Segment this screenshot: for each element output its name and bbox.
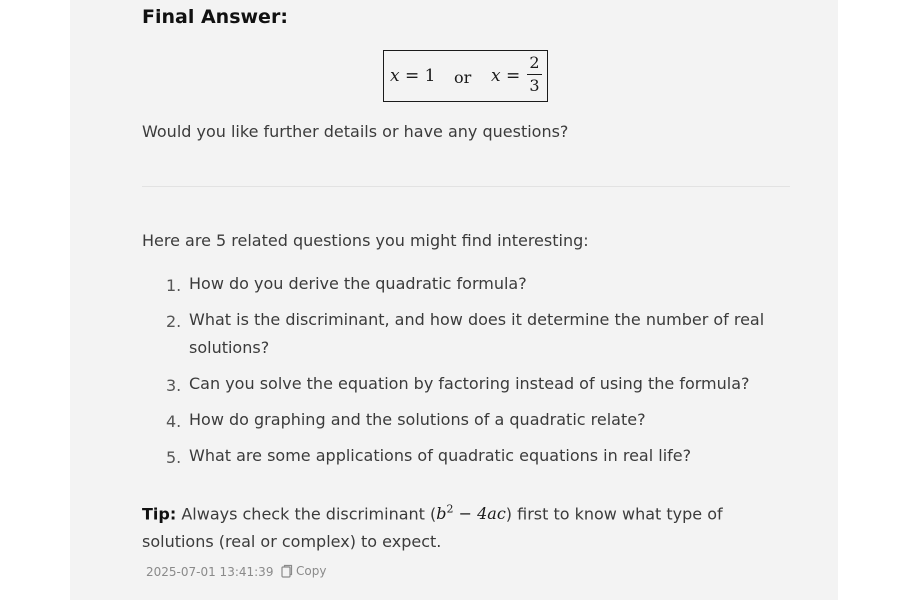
message-timestamp: 2025-07-01 13:41:39 bbox=[146, 565, 274, 579]
list-item-text: What is the discriminant, and how does it determine the number of real solutions? bbox=[189, 310, 765, 357]
answer-left: x = 1 bbox=[390, 66, 436, 86]
answer-right: x = bbox=[491, 66, 521, 86]
tip-math: $b^2 - 4ac$ bbox=[436, 503, 506, 524]
fraction-denominator: 3 bbox=[529, 76, 540, 95]
list-item bbox=[142, 448, 790, 476]
tip-text-after: ) first to know what type of solutions (real or complex) to expect. bbox=[142, 504, 723, 552]
list-item-number: 2. bbox=[166, 312, 182, 331]
message-panel bbox=[70, 0, 838, 600]
list-item-number: 5. bbox=[166, 448, 182, 467]
list-item bbox=[142, 310, 790, 357]
related-intro: Here are 5 related questions you might find interesting: bbox=[142, 231, 589, 250]
list-item-number: 4. bbox=[166, 412, 182, 431]
boxed-answer bbox=[383, 50, 548, 102]
list-item bbox=[142, 412, 790, 440]
copy-button[interactable] bbox=[281, 564, 326, 578]
followup-text: Would you like further details or have any questions? bbox=[142, 122, 569, 141]
answer-fraction bbox=[527, 54, 542, 95]
divider bbox=[142, 186, 790, 187]
tip-paragraph bbox=[142, 496, 790, 556]
fraction-numerator: 2 bbox=[529, 53, 540, 72]
answer-connector: or bbox=[454, 68, 472, 87]
fraction-bar bbox=[527, 74, 542, 75]
final-answer-heading: Final Answer: bbox=[142, 6, 288, 28]
list-item-number: 1. bbox=[166, 276, 182, 295]
copy-icon bbox=[281, 564, 293, 578]
tip-text-before: Always check the discriminant ( bbox=[176, 504, 437, 524]
list-item bbox=[142, 376, 790, 404]
list-item bbox=[142, 276, 790, 304]
tip-label: Tip: bbox=[142, 504, 177, 524]
list-item-text: How do graphing and the solutions of a quadratic relate? bbox=[189, 410, 646, 429]
list-item-number: 3. bbox=[166, 376, 182, 395]
list-item-text: Can you solve the equation by factoring instead of using the formula? bbox=[189, 374, 750, 393]
list-item-text: How do you derive the quadratic formula? bbox=[189, 274, 527, 293]
copy-label: Copy bbox=[296, 564, 327, 578]
list-item-text: What are some applications of quadratic equations in real life? bbox=[189, 446, 692, 465]
